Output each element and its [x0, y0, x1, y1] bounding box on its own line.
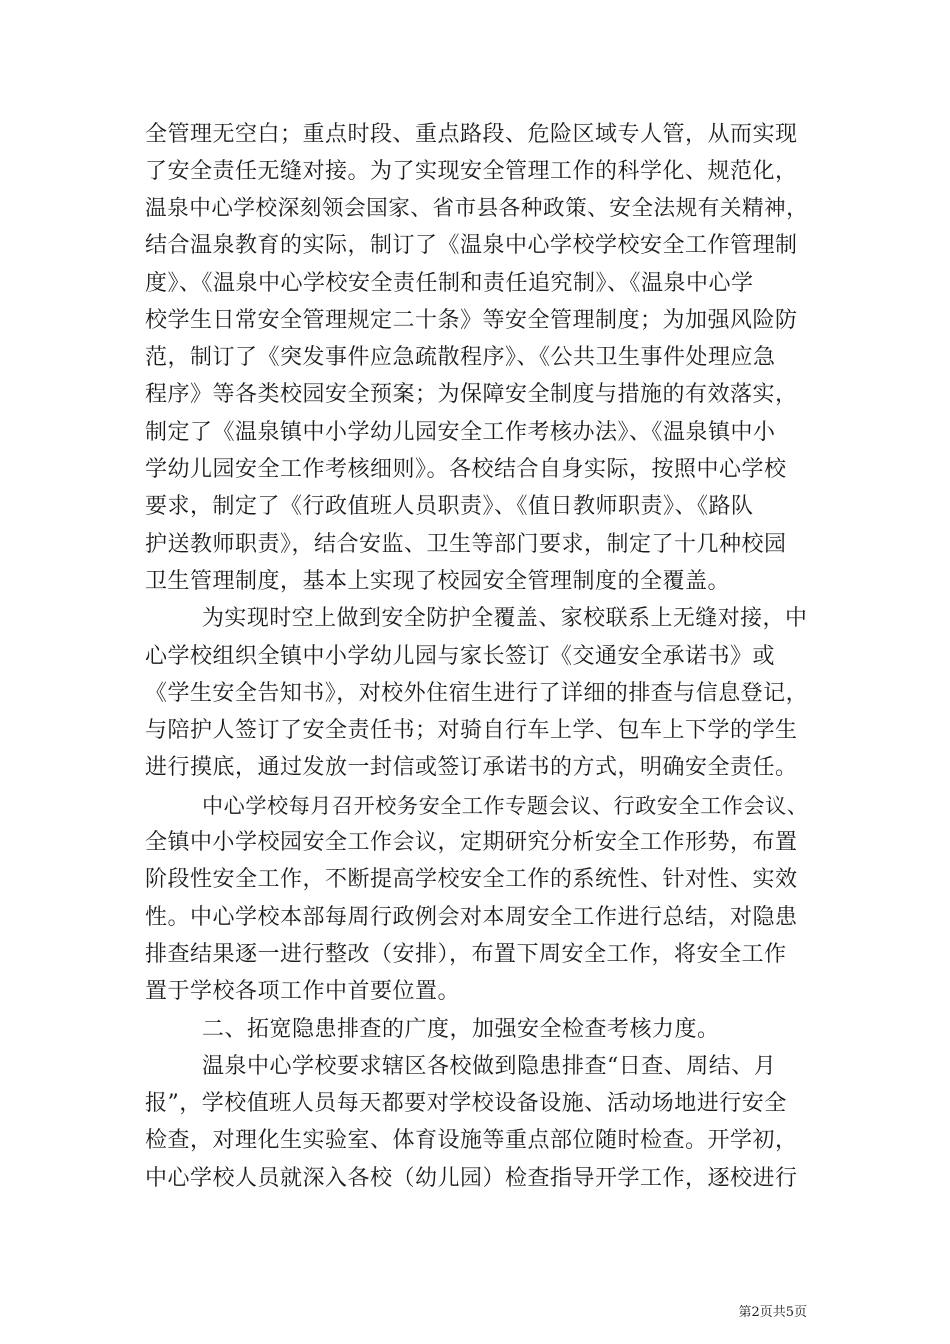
- section-heading: 二、拓宽隐患排查的广度，加强安全检查考核力度。: [202, 1017, 720, 1042]
- paragraph-first-line: 温泉中心学校要求辖区各校做到隐患排查“日查、周结、月: [202, 1054, 777, 1079]
- text-line: 置于学校各项工作中首要位置。: [145, 979, 461, 1004]
- text-line: 程序》等各类校园安全预案；为保障安全制度与措施的有效落实，: [145, 382, 798, 407]
- text-line: 排查结果逐一进行整改（安排），布置下周安全工作，将安全工作: [145, 942, 787, 967]
- text-line: 全镇中小学校园安全工作会议，定期研究分析安全工作形势，布置: [145, 830, 798, 855]
- text-line: 进行摸底，通过发放一封信或签订承诺书的方式，明确安全责任。: [145, 755, 798, 780]
- text-line: 与陪护人签订了安全责任书；对骑自行车上学、包车上下学的学生: [145, 718, 798, 743]
- text-line: 了安全责任无缝对接。为了实现安全管理工作的科学化、规范化，: [145, 159, 798, 184]
- text-line: 中心学校人员就深入各校（幼儿园）检查指导开学工作，逐校进行: [145, 1166, 798, 1191]
- text-line: 卫生管理制度，基本上实现了校园安全管理制度的全覆盖。: [145, 569, 731, 594]
- text-line: 温泉中心学校深刻领会国家、省市县各种政策、安全法规有关精神，: [145, 196, 809, 221]
- text-line: 护送教师职责》，结合安监、卫生等部门要求，制定了十几种校园: [145, 532, 787, 557]
- text-line: 范，制订了《突发事件应急疏散程序》、《公共卫生事件处理应急: [145, 345, 776, 370]
- text-line: 心学校组织全镇中小学幼儿园与家长签订《交通安全承诺书》或: [145, 644, 776, 669]
- paragraph-first-line: 中心学校每月召开校务安全工作专题会议、行政安全工作会议、: [202, 793, 809, 818]
- text-line: 要求，制定了《行政值班人员职责》、《值日教师职责》、《路队: [145, 494, 754, 519]
- text-line: 度》、《温泉中心学校安全责任制和责任追究制》、《温泉中心学: [145, 271, 754, 296]
- text-line: 《学生安全告知书》，对校外住宿生进行了详细的排查与信息登记，: [145, 681, 809, 706]
- text-line: 制定了《温泉镇中小学幼儿园安全工作考核办法》、《温泉镇中小: [145, 420, 776, 445]
- text-line: 学幼儿园安全工作考核细则》。各校结合自身实际，按照中心学校: [145, 457, 787, 482]
- text-line: 检查，对理化生实验室、体育设施等重点部位随时检查。开学初，: [145, 1128, 798, 1153]
- text-line: 报”，学校值班人员每天都要对学校设备设施、活动场地进行安全: [145, 1091, 787, 1116]
- text-line: 校学生日常安全管理规定二十条》等安全管理制度；为加强风险防: [145, 308, 798, 333]
- page-number-footer: 第2页共5页: [738, 1305, 807, 1320]
- text-line: 结合温泉教育的实际，制订了《温泉中心学校学校安全工作管理制: [145, 233, 798, 258]
- text-line: 全管理无空白；重点时段、重点路段、危险区域专人管，从而实现: [145, 122, 798, 147]
- paragraph-first-line: 为实现时空上做到安全防护全覆盖、家校联系上无缝对接，中: [202, 606, 808, 631]
- text-line: 阶段性安全工作，不断提高学校安全工作的系统性、针对性、实效: [145, 867, 798, 892]
- text-line: 性。中心学校本部每周行政例会对本周安全工作进行总结，对隐患: [145, 905, 798, 930]
